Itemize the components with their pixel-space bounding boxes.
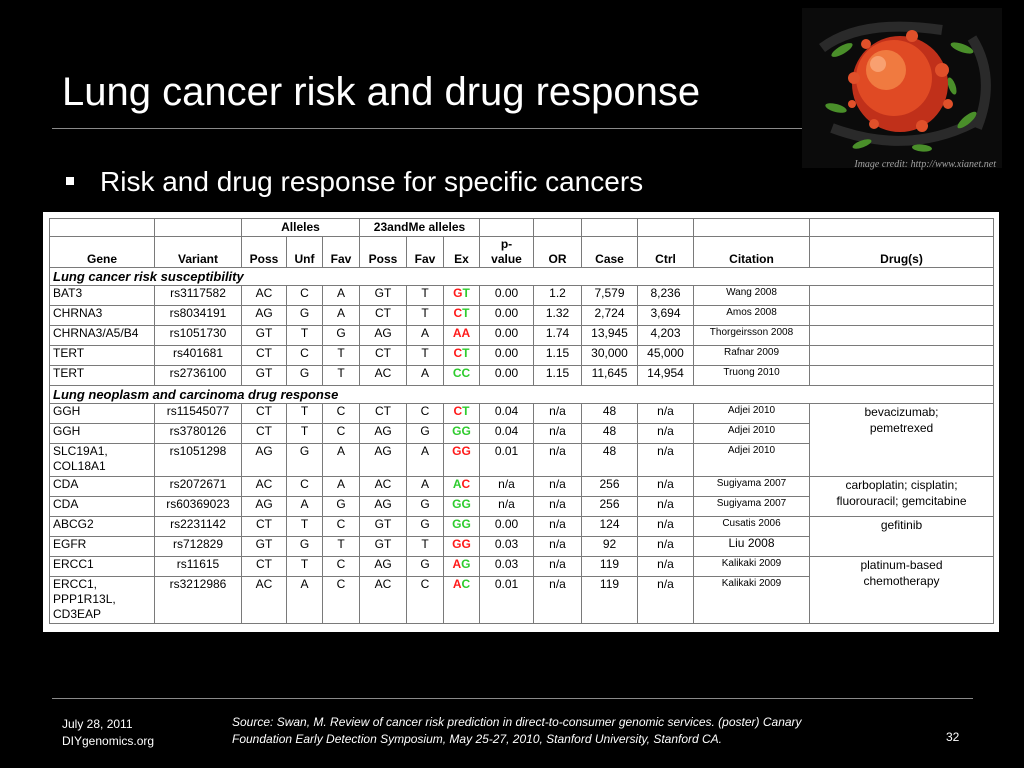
ctrl-cell: n/a [638,557,694,577]
23andme-group-header: 23andMe alleles [360,219,480,237]
23andme-fav-cell: C [407,577,444,624]
ctrl-cell: n/a [638,477,694,497]
fav-cell: C [323,517,360,537]
ctrl-cell: n/a [638,517,694,537]
gene-line: PPP1R13L, [53,592,116,606]
or-cell: n/a [534,497,582,517]
section-drug-response [50,386,994,404]
ctrl-cell: 8,236 [638,286,694,306]
citation-cell: Sugiyama 2007 [694,477,810,497]
fav-cell: C [323,404,360,424]
case-cell: 48 [582,404,638,424]
header-ex: Ex [444,237,480,268]
citation-cell: Thorgeirsson 2008 [694,326,810,346]
or-cell: n/a [534,557,582,577]
slide-title: Lung cancer risk and drug response [62,70,701,114]
genotype-allele: A [452,477,462,491]
genotype-allele: A [452,577,462,591]
23andme-poss-cell: GT [360,286,407,306]
23andme-fav-cell: G [407,497,444,517]
23andme-poss-cell: AG [360,424,407,444]
ex-genotype-cell [444,366,480,386]
genotype-allele: T [462,286,470,300]
genotype-allele: C [453,404,463,418]
drug-line: bevacizumab; [864,405,939,419]
drugs-cell [810,404,994,477]
gene-cell: GGH [50,404,155,424]
23andme-poss-cell: AG [360,557,407,577]
variant-cell: rs1051730 [155,326,242,346]
ctrl-cell: n/a [638,577,694,624]
or-cell: n/a [534,477,582,497]
case-cell: 13,945 [582,326,638,346]
poss-cell: AC [242,577,287,624]
unf-cell: A [287,497,323,517]
bullet-square-icon [66,177,74,185]
drug-line: carboplatin; cisplatin; [845,478,958,492]
gene-line: ERCC1, [53,577,98,591]
unf-cell: T [287,424,323,444]
23andme-fav-cell: A [407,366,444,386]
genotype-allele: GG [452,424,471,438]
case-cell: 48 [582,444,638,477]
genotype-allele: C [461,477,471,491]
ctrl-cell: n/a [638,497,694,517]
ex-genotype-cell [444,306,480,326]
23andme-fav-cell: T [407,537,444,557]
drug-line: gefitinib [880,518,923,532]
section-risk-susceptibility [50,268,994,286]
header-gene: Gene [50,237,155,268]
gene-cell: CDA [50,477,155,497]
section-drug-response-label: Lung neoplasm and carcinoma drug response [50,386,994,404]
fav-cell: A [323,286,360,306]
table-row [50,326,994,346]
case-cell: 7,579 [582,286,638,306]
header-poss: Poss [242,237,287,268]
unf-cell: T [287,517,323,537]
or-cell: n/a [534,577,582,624]
case-cell: 92 [582,537,638,557]
23andme-poss-cell: AC [360,366,407,386]
variant-cell: rs2072671 [155,477,242,497]
ex-genotype-cell [444,444,480,477]
genomics-table-panel [43,212,999,632]
23andme-fav-cell: T [407,346,444,366]
drugs-cell [810,517,994,557]
genomics-table [49,218,994,624]
variant-cell: rs3212986 [155,577,242,624]
title-divider [52,128,804,129]
or-cell: n/a [534,444,582,477]
23andme-fav-cell: C [407,404,444,424]
unf-cell: C [287,286,323,306]
fav-cell: T [323,366,360,386]
p-value-cell: 0.00 [480,517,534,537]
gene-cell: CHRNA3/A5/B4 [50,326,155,346]
header-23-poss: Poss [360,237,407,268]
case-cell: 30,000 [582,346,638,366]
drugs-cell [810,366,994,386]
table-row [50,346,994,366]
p-value-cell: 0.00 [480,326,534,346]
poss-cell: CT [242,404,287,424]
variant-cell: rs60369023 [155,497,242,517]
header-variant: Variant [155,237,242,268]
unf-cell: T [287,326,323,346]
p-value-cell: n/a [480,497,534,517]
drugs-cell [810,477,994,517]
gene-cell: TERT [50,346,155,366]
unf-cell: G [287,444,323,477]
poss-cell: AG [242,444,287,477]
or-cell: 1.15 [534,346,582,366]
table-row [50,517,994,537]
variant-cell: rs3780126 [155,424,242,444]
cancer-cell-image [802,8,1002,168]
or-cell: 1.74 [534,326,582,346]
header-p-value: p- value [480,237,534,268]
drugs-cell [810,326,994,346]
genotype-allele: G [453,286,463,300]
citation-cell: Kalikaki 2009 [694,557,810,577]
variant-cell: rs2231142 [155,517,242,537]
23andme-fav-cell: A [407,444,444,477]
fav-cell: A [323,477,360,497]
p-value-cell: 0.03 [480,537,534,557]
variant-cell: rs2736100 [155,366,242,386]
gene-line: SLC19A1, [53,444,108,458]
or-cell: n/a [534,424,582,444]
group-header-row [50,219,994,237]
23andme-fav-cell: G [407,424,444,444]
23andme-poss-cell: AG [360,326,407,346]
citation-cell: Adjei 2010 [694,404,810,424]
fav-cell: T [323,346,360,366]
header-or: OR [534,237,582,268]
header-citation: Citation [694,237,810,268]
poss-cell: CT [242,557,287,577]
23andme-fav-cell: A [407,326,444,346]
23andme-poss-cell: CT [360,306,407,326]
citation-cell: Liu 2008 [694,537,810,557]
ctrl-cell: n/a [638,444,694,477]
citation-cell: Adjei 2010 [694,444,810,477]
variant-cell: rs712829 [155,537,242,557]
column-header-row [50,237,994,268]
poss-cell: GT [242,326,287,346]
table-row [50,306,994,326]
header-drugs: Drug(s) [810,237,994,268]
case-cell: 124 [582,517,638,537]
fav-cell: T [323,537,360,557]
ctrl-cell: n/a [638,537,694,557]
genotype-allele: G [461,557,471,571]
bullet-text: Risk and drug response for specific cancers [100,166,644,197]
drugs-cell [810,286,994,306]
ctrl-cell: 14,954 [638,366,694,386]
or-cell: n/a [534,537,582,557]
gene-cell: BAT3 [50,286,155,306]
poss-cell: CT [242,424,287,444]
gene-cell: GGH [50,424,155,444]
ctrl-cell: n/a [638,404,694,424]
poss-cell: CT [242,517,287,537]
23andme-fav-cell: T [407,306,444,326]
table-row [50,286,994,306]
p-value-cell: 0.04 [480,424,534,444]
page-number: 32 [946,730,960,744]
genotype-allele: T [462,404,470,418]
ex-genotype-cell [444,577,480,624]
citation-cell: Kalikaki 2009 [694,577,810,624]
23andme-poss-cell: GT [360,517,407,537]
23andme-poss-cell: AG [360,497,407,517]
genotype-allele: C [453,306,463,320]
unf-cell: G [287,306,323,326]
or-cell: n/a [534,517,582,537]
source-line-2: Foundation Early Detection Symposium, May 25-27, 2010, Stanford University, Stanford CA. [232,732,723,746]
genotype-allele: GG [452,537,471,551]
citation-cell: Rafnar 2009 [694,346,810,366]
case-cell: 256 [582,497,638,517]
gene-cell: TERT [50,366,155,386]
ex-genotype-cell [444,286,480,306]
footer-date: July 28, 2011 [62,717,133,731]
p-value-cell: 0.00 [480,306,534,326]
drug-line: platinum-based [860,558,943,572]
fav-cell: G [323,326,360,346]
ctrl-cell: n/a [638,424,694,444]
or-cell: 1.2 [534,286,582,306]
ex-genotype-cell [444,424,480,444]
unf-cell: T [287,404,323,424]
gene-cell [50,444,155,477]
poss-cell: AC [242,477,287,497]
poss-cell: CT [242,346,287,366]
23andme-poss-cell: AC [360,577,407,624]
23andme-poss-cell: AC [360,477,407,497]
variant-cell: rs401681 [155,346,242,366]
p-value-cell: 0.01 [480,577,534,624]
genotype-allele: CC [452,366,471,380]
citation-cell: Truong 2010 [694,366,810,386]
drugs-cell [810,306,994,326]
variant-cell: rs8034191 [155,306,242,326]
genotype-allele: T [462,346,470,360]
23andme-poss-cell: GT [360,537,407,557]
p-value-cell: 0.04 [480,404,534,424]
variant-cell: rs3117582 [155,286,242,306]
unf-cell: G [287,366,323,386]
case-cell: 256 [582,477,638,497]
unf-cell: C [287,346,323,366]
citation-cell: Wang 2008 [694,286,810,306]
ex-genotype-cell [444,497,480,517]
fav-cell: A [323,306,360,326]
poss-cell: AG [242,497,287,517]
ex-genotype-cell [444,346,480,366]
gene-cell [50,577,155,624]
header-case: Case [582,237,638,268]
gene-line: COL18A1 [53,459,106,473]
genotype-allele: T [462,306,470,320]
gene-cell: ERCC1 [50,557,155,577]
ex-genotype-cell [444,537,480,557]
genotype-allele: GG [452,444,471,458]
header-23-fav: Fav [407,237,444,268]
unf-cell: T [287,557,323,577]
23andme-fav-cell: G [407,517,444,537]
table-row [50,404,994,424]
p-value-cell: 0.00 [480,286,534,306]
gene-cell: ABCG2 [50,517,155,537]
ex-genotype-cell [444,517,480,537]
citation-cell: Amos 2008 [694,306,810,326]
drugs-cell [810,346,994,366]
p-value-cell: n/a [480,477,534,497]
table-row [50,557,994,577]
table-row [50,366,994,386]
footer-left [62,716,154,750]
p-value-cell: 0.00 [480,366,534,386]
genotype-allele: AA [452,326,471,340]
alleles-group-header: Alleles [242,219,360,237]
ctrl-cell: 4,203 [638,326,694,346]
footer-divider [52,698,973,699]
or-cell: n/a [534,404,582,424]
image-credit: Image credit: http://www.xianet.net [854,159,996,170]
section-risk-susceptibility-label: Lung cancer risk susceptibility [50,268,994,286]
fav-cell: C [323,557,360,577]
23andme-poss-cell: CT [360,404,407,424]
case-cell: 11,645 [582,366,638,386]
genotype-allele: C [453,346,463,360]
fav-cell: G [323,497,360,517]
fav-cell: A [323,444,360,477]
footer-source [232,714,932,748]
drugs-cell [810,557,994,624]
23andme-fav-cell: T [407,286,444,306]
23andme-fav-cell: A [407,477,444,497]
gene-cell: CDA [50,497,155,517]
poss-cell: GT [242,537,287,557]
fav-cell: C [323,424,360,444]
ctrl-cell: 3,694 [638,306,694,326]
genotype-allele: GG [452,497,471,511]
case-cell: 119 [582,557,638,577]
ex-genotype-cell [444,557,480,577]
genotype-allele: C [461,577,471,591]
citation-cell: Sugiyama 2007 [694,497,810,517]
23andme-poss-cell: CT [360,346,407,366]
ex-genotype-cell [444,326,480,346]
unf-cell: A [287,577,323,624]
p-value-cell: 0.03 [480,557,534,577]
header-fav: Fav [323,237,360,268]
23andme-poss-cell: AG [360,444,407,477]
poss-cell: AG [242,306,287,326]
bullet-point [66,166,643,198]
table-row [50,477,994,497]
citation-cell: Adjei 2010 [694,424,810,444]
23andme-fav-cell: G [407,557,444,577]
unf-cell: C [287,477,323,497]
ex-genotype-cell [444,477,480,497]
variant-cell: rs1051298 [155,444,242,477]
or-cell: 1.15 [534,366,582,386]
variant-cell: rs11545077 [155,404,242,424]
poss-cell: GT [242,366,287,386]
case-cell: 119 [582,577,638,624]
gene-cell: EGFR [50,537,155,557]
ctrl-cell: 45,000 [638,346,694,366]
drug-line: chemotherapy [863,574,940,588]
citation-cell: Cusatis 2006 [694,517,810,537]
poss-cell: AC [242,286,287,306]
case-cell: 2,724 [582,306,638,326]
p-value-cell: 0.00 [480,346,534,366]
gene-cell: CHRNA3 [50,306,155,326]
gene-line: CD3EAP [53,607,102,621]
header-unf: Unf [287,237,323,268]
fav-cell: C [323,577,360,624]
drug-line: fluorouracil; gemcitabine [836,494,967,508]
ex-genotype-cell [444,404,480,424]
genotype-allele: A [452,557,462,571]
drug-line: pemetrexed [869,421,934,435]
unf-cell: G [287,537,323,557]
header-ctrl: Ctrl [638,237,694,268]
genotype-allele: GG [452,517,471,531]
variant-cell: rs11615 [155,557,242,577]
p-value-cell: 0.01 [480,444,534,477]
case-cell: 48 [582,424,638,444]
or-cell: 1.32 [534,306,582,326]
source-line-1: Source: Swan, M. Review of cancer risk prediction in direct-to-consumer genomic services. (poster) Canary [232,715,802,729]
footer-site: DIYgenomics.org [62,734,155,748]
table-body [50,219,994,624]
